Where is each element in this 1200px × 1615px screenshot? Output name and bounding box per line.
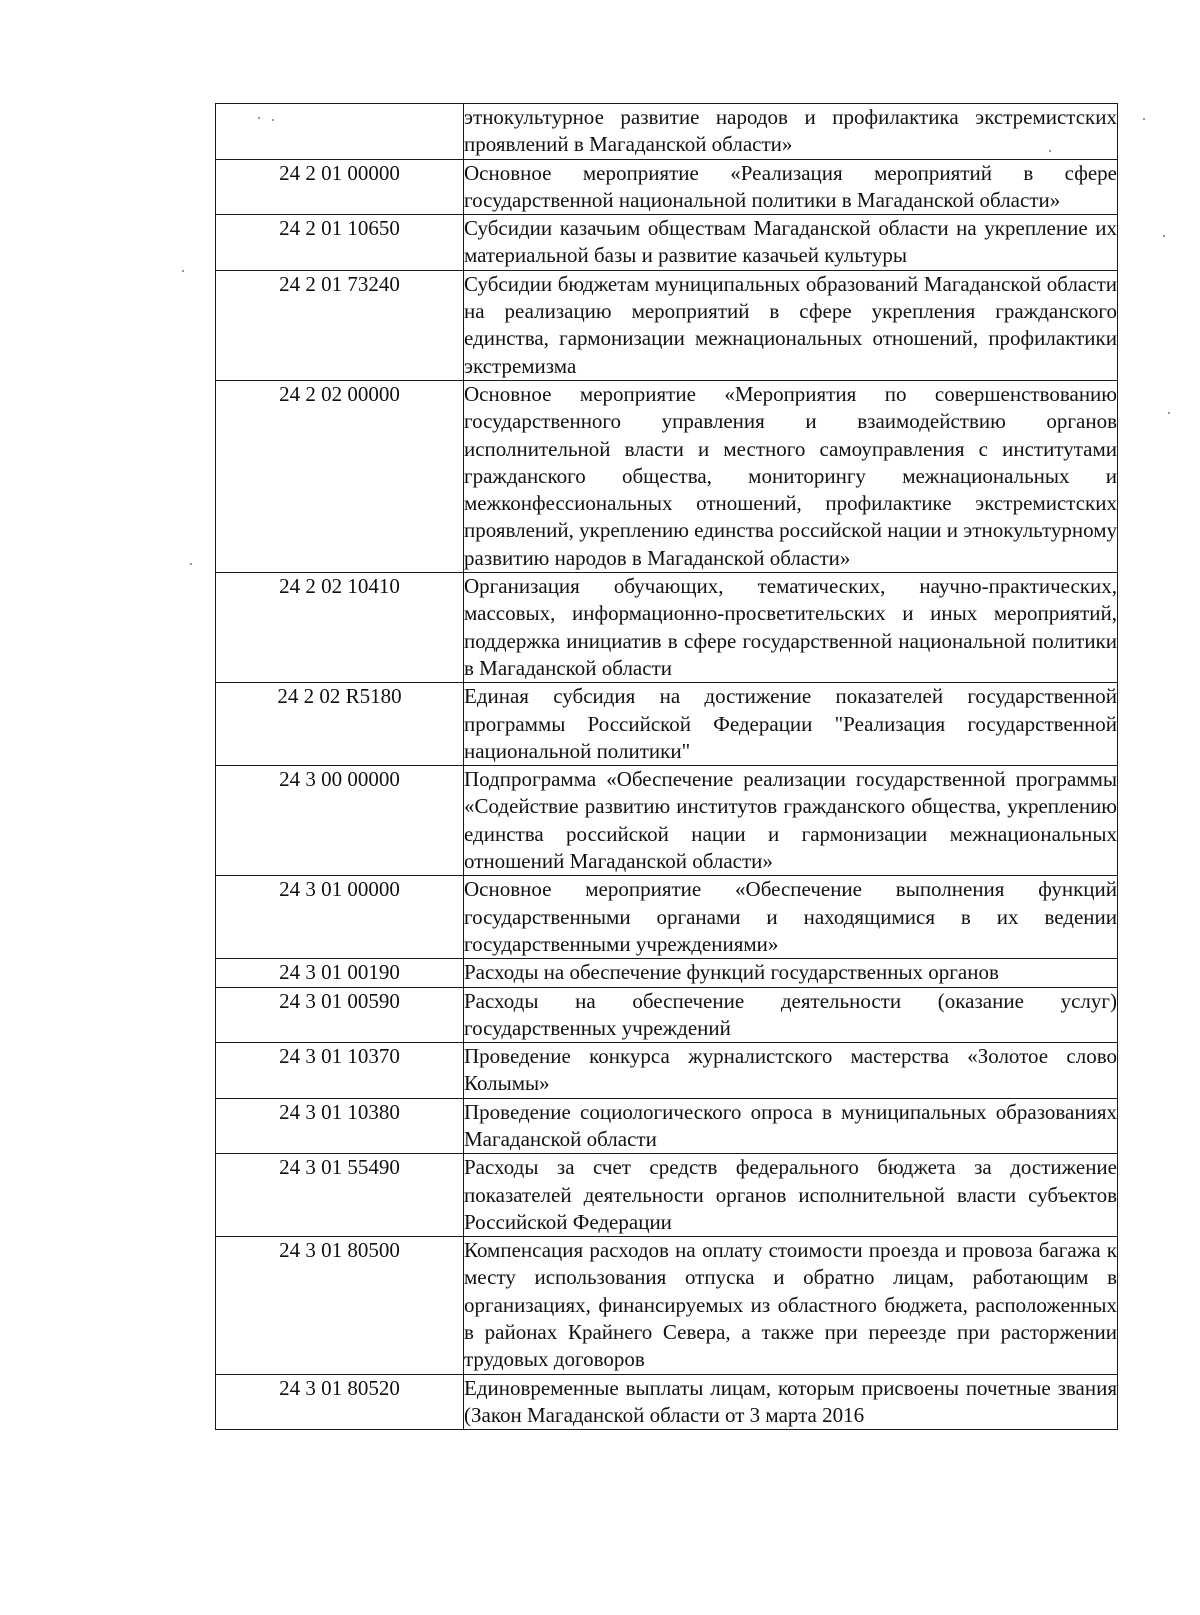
code-cell: 24 3 01 00190 [216,959,464,987]
description-cell: Проведение конкурса журналистского мастерства «Золотое слово Колымы» [464,1043,1118,1099]
table-row [216,766,1118,876]
code-cell: 24 3 01 55490 [216,1154,464,1237]
table-row [216,104,1118,160]
scan-speck [1168,412,1170,414]
table-row [216,380,1118,572]
table-row [216,1237,1118,1374]
scan-speck [272,119,274,121]
table-row [216,876,1118,959]
description-cell: Основное мероприятие «Реализация мероприятий в сфере государственной национальной политики в Магаданской области» [464,159,1118,215]
table-row [216,683,1118,766]
code-cell: 24 2 01 10650 [216,215,464,271]
scan-speck [1049,150,1051,152]
code-cell: 24 3 00 00000 [216,766,464,876]
table-row [216,1098,1118,1154]
description-cell: Единовременные выплаты лицам, которым присвоены почетные звания (Закон Магаданской области от 3 марта 2016 [464,1374,1118,1430]
table-row [216,1374,1118,1430]
code-cell: 24 2 01 73240 [216,270,464,380]
scan-speck [1163,235,1165,237]
description-cell: Компенсация расходов на оплату стоимости проезда и провоза багажа к месту использования отпуска и обратно лицам, работающим в организациях, финансируемых из областного бюджета, расположенных в районах Крайнего Севера, а также при переезде при расторжении трудовых договоров [464,1237,1118,1374]
code-cell: 24 2 02 00000 [216,380,464,572]
code-cell: 24 3 01 00590 [216,987,464,1043]
code-cell: 24 3 01 80500 [216,1237,464,1374]
budget-classification-table [215,103,1118,1430]
code-cell: 24 3 01 10380 [216,1098,464,1154]
table-row [216,1043,1118,1099]
scan-speck [258,117,260,119]
table-row [216,987,1118,1043]
scan-speck [190,563,192,565]
scan-speck [1143,118,1145,120]
description-cell: Расходы на обеспечение функций государственных органов [464,959,1118,987]
description-cell: Расходы за счет средств федерального бюджета за достижение показателей деятельности органов исполнительной власти субъектов Российской Федерации [464,1154,1118,1237]
code-cell: 24 3 01 10370 [216,1043,464,1099]
table-row [216,215,1118,271]
table-row [216,159,1118,215]
code-cell: 24 2 01 00000 [216,159,464,215]
description-cell: Субсидии бюджетам муниципальных образований Магаданской области на реализацию мероприятий в сфере укрепления гражданского единства, гармонизации межнациональных отношений, профилактики экстремизма [464,270,1118,380]
description-cell: Основное мероприятие «Мероприятия по совершенствованию государственного управления и взаимодействию органов исполнительной власти и местного самоуправления с институтами гражданского общества, мониторингу межнациональных и межконфессиональных отношений, профилактике экстремистских проявлений, укреплению единства российской нации и этнокультурному развитию народов в Магаданской области» [464,380,1118,572]
description-cell: Единая субсидия на достижение показателей государственной программы Российской Федерации "Реализация государственной национальной политики" [464,683,1118,766]
description-cell: Проведение социологического опроса в муниципальных образованиях Магаданской области [464,1098,1118,1154]
table-row [216,573,1118,683]
description-cell: Организация обучающих, тематических, научно-практических, массовых, информационно-просветительских и иных мероприятий, поддержка инициатив в сфере государственной национальной политики в Магаданской области [464,573,1118,683]
code-cell: 24 3 01 80520 [216,1374,464,1430]
table-row [216,270,1118,380]
code-cell: 24 3 01 00000 [216,876,464,959]
table-row [216,959,1118,987]
code-cell [216,104,464,160]
scan-speck [182,270,184,272]
description-cell: этнокультурное развитие народов и профилактика экстремистских проявлений в Магаданской области» [464,104,1118,160]
code-cell: 24 2 02 10410 [216,573,464,683]
table-body [216,104,1118,1430]
description-cell: Основное мероприятие «Обеспечение выполнения функций государственными органами и находящимися в их ведении государственными учреждениями» [464,876,1118,959]
description-cell: Субсидии казачьим обществам Магаданской области на укрепление их материальной базы и развитие казачьей культуры [464,215,1118,271]
code-cell: 24 2 02 R5180 [216,683,464,766]
description-cell: Расходы на обеспечение деятельности (оказание услуг) государственных учреждений [464,987,1118,1043]
description-cell: Подпрограмма «Обеспечение реализации государственной программы «Содействие развитию институтов гражданского общества, укреплению единства российской нации и гармонизации межнациональных отношений Магаданской области» [464,766,1118,876]
table-row [216,1154,1118,1237]
